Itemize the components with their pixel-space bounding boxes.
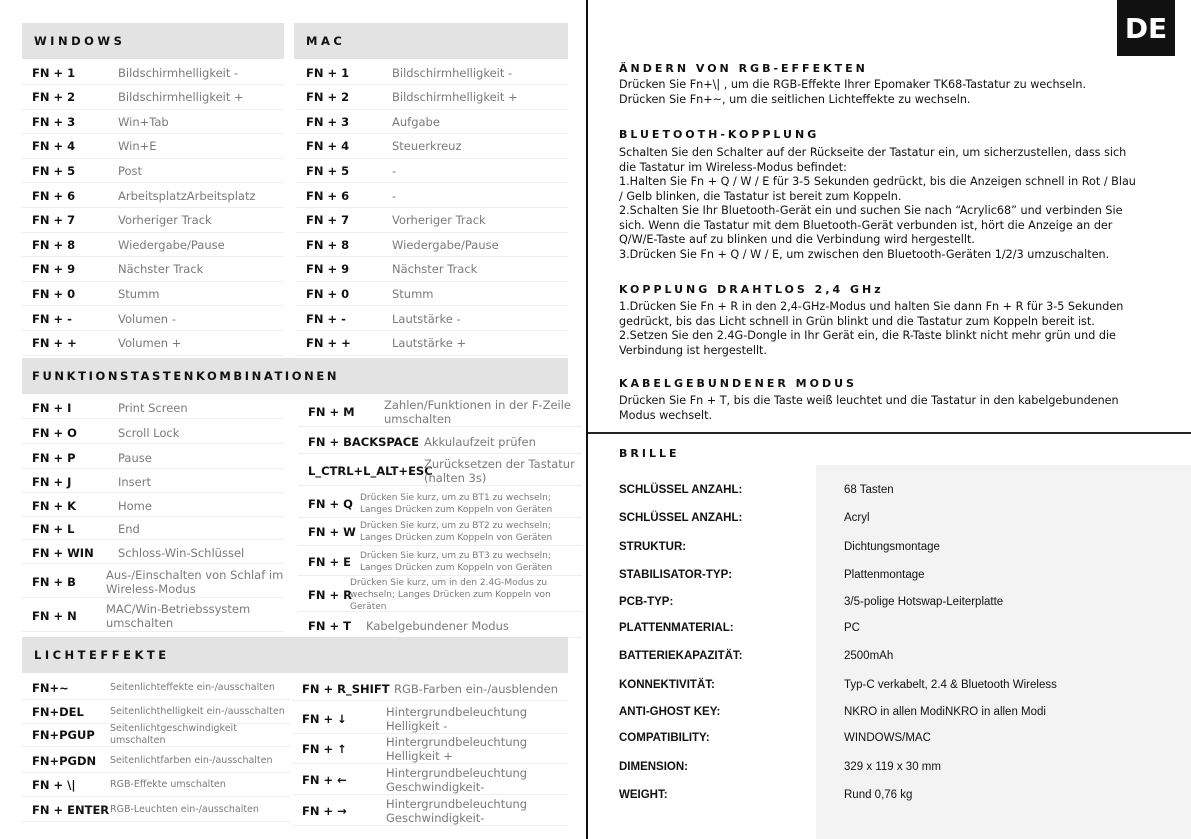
shortcut-description: Seitenlichthelligkeit ein-/ausschalten [110,705,285,717]
shortcut-key: FN + J [32,474,72,489]
spec-label: COMPATIBILITY: [619,732,710,744]
shortcut-description: Drücken Sie kurz, um in den 2.4G-Modus zu wechseln; Langes Drücken zum Koppeln von Geräten [350,577,551,612]
spec-row [619,755,1179,779]
shortcut-key: FN+~ [32,680,69,695]
shortcut-description: Seitenlichtfarben ein-/ausschalten [110,754,273,766]
mac-row [296,258,568,282]
windows-row [22,184,284,208]
shortcut-key: FN + → [302,803,347,818]
mac-row [296,209,568,233]
light-row [292,765,568,795]
shortcut-key: FN+PGDN [32,753,97,768]
mac-row [296,282,568,306]
licht-header: LICHTEFFEKTE [22,637,568,673]
shortcut-key: FN + \| [32,777,76,792]
shortcut-key: FN + E [308,554,351,569]
shortcut-key: FN + ← [302,772,347,787]
mac-row [296,61,568,85]
shortcut-description: Seitenlichteffekte ein-/ausschalten [110,681,275,693]
spec-row [619,616,1179,640]
wired-title: KABELGEBUNDENER MODUS [619,377,857,390]
shortcut-description: Scroll Lock [118,425,180,440]
spec-label: SCHLÜSSEL ANZAHL: [619,512,743,524]
shortcut-description: Pause [118,450,152,465]
spec-value: NKRO in allen ModiNKRO in allen Modi [844,706,1046,718]
shortcut-key: FN + B [32,574,76,589]
rgb-title: ÄNDERN VON RGB-EFFEKTEN [619,62,868,75]
shortcut-description: Vorheriger Track [392,213,486,228]
mac-row [296,86,568,110]
spec-row [619,506,1179,530]
shortcut-description: Kabelgebundener Modus [366,618,509,633]
shortcut-description: RGB-Effekte umschalten [110,778,226,790]
function-row [298,397,582,427]
shortcut-key: FN+DEL [32,704,84,719]
shortcut-description: Volumen + [118,336,182,351]
shortcut-description: Post [118,163,143,178]
mac-row [296,332,568,356]
shortcut-description: Print Screen [118,400,188,415]
shortcut-key: FN + 3 [306,114,350,129]
shortcut-key: FN + 6 [306,188,350,203]
function-row [298,490,582,518]
mac-row [296,184,568,208]
specs-title: BRILLE [619,447,680,460]
shortcut-key: FN + L [32,521,75,536]
shortcut-key: FN + 1 [306,65,350,80]
spec-row [619,726,1179,750]
mac-header: MAC [294,23,568,59]
shortcut-description: Bildschirmhelligkeit + [392,90,518,105]
shortcut-description: Hintergrundbeleuchtung Helligkeit - [386,704,528,733]
light-row [22,676,290,700]
shortcut-key: FN + W [308,524,356,539]
shortcut-key: FN + 4 [306,139,350,154]
windows-row [22,86,284,110]
spec-value: Typ-C verkabelt, 2.4 & Bluetooth Wireless [844,679,1057,691]
shortcut-key: FN + - [32,311,72,326]
shortcut-description: Schloss-Win-Schlüssel [118,545,245,560]
shortcut-key: FN + 5 [32,163,76,178]
shortcut-description: Win+E [118,139,157,154]
shortcut-description: Stumm [118,286,160,301]
spec-label: STABILISATOR-TYP: [619,569,733,581]
shortcut-key: FN + 6 [32,188,76,203]
wireless-text: 1.Drücken Sie Fn + R in den 2,4-GHz-Modus und halten Sie dann Fn + R für 3-5 Sekunden gedrückt, bis das Licht schnell in Grün blinkt und die Tastatur zum Koppeln bereit ist. 2.Setzen Sie den 2.4G-Dongle in Ihr Gerät ein, die R-Taste blinkt nicht mehr grün und die Verbindung ist hergestellt. [619,300,1124,357]
function-row [298,430,582,454]
function-row [22,447,284,469]
shortcut-key: FN + + [306,336,351,351]
shortcut-key: FN + N [32,608,77,623]
shortcut-description: Bildschirmhelligkeit + [118,90,244,105]
shortcut-description: ArbeitsplatzArbeitsplatz [118,188,256,203]
function-row [22,518,284,540]
bt-text: Schalten Sie den Schalter auf der Rückseite der Tastatur ein, um sicherzustellen, dass sich die Tastatur im Wireless-Modus befindet: 1.Halten Sie Fn + Q / W / E für 3-5 Sekunden gedrückt, bis die Anzeigen schnell in Rot / Blau / Gelb blinken, die Tastatur ist bereit zum Koppeln. 2.Schalten Sie Ihr Bluetooth-Gerät ein und suchen Sie nach “Acrylic68” und verbinden Sie sich. Wenn die Tastatur mit dem Bluetooth-Gerät verbunden ist, hört die Anzeige an der Q/W/E-Taste auf zu blinken und die Verbindung wird hergestellt. 3.Drücken Sie Fn + Q / W / E, um zwischen den Bluetooth-Geräten 1/2/3 umzuschalten. [619,146,1136,261]
shortcut-key: FN + WIN [32,545,94,560]
spec-value: WINDOWS/MAC [844,732,931,744]
light-row [22,700,290,724]
shortcut-key: FN+PGUP [32,727,95,742]
shortcut-description: Lautstärke - [392,311,461,326]
shortcut-key: FN + O [32,425,77,440]
spec-value: Plattenmontage [844,569,925,581]
mac-row [296,233,568,257]
shortcut-description: RGB-Farben ein-/ausblenden [394,681,559,696]
function-row [298,548,582,576]
spec-label: BATTERIEKAPAZITÄT: [619,650,743,662]
wired-text: Drücken Sie Fn + T, bis die Taste weiß leuchtet und die Tastatur in den kabelgebundenen Modus wechselt. [619,394,1119,422]
mac-row [296,135,568,159]
wireless-title: KOPPLUNG DRAHTLOS 2,4 GHz [619,283,884,296]
rgb-text: Drücken Sie Fn+\| , um die RGB-Effekte Ihrer Epomaker TK68-Tastatur zu wechseln. Drücken Sie Fn+~, um die seitlichen Lichteffekte zu wechseln. [619,78,1087,106]
funktion-header: FUNKTIONSTASTENKOMBINATIONEN [22,358,568,394]
function-row [22,471,284,493]
windows-row [22,159,284,183]
shortcut-key: FN + ↓ [302,711,347,726]
shortcut-key: FN + 4 [32,139,76,154]
language-badge: DE [1117,0,1175,56]
shortcut-description: Nächster Track [118,262,204,277]
shortcut-description: Vorheriger Track [118,213,212,228]
shortcut-key: FN + 7 [306,213,350,228]
shortcut-key: FN + 9 [32,262,76,277]
function-row [22,542,284,564]
function-row [22,397,284,419]
mac-row [296,307,568,331]
shortcut-key: FN + 9 [306,262,350,277]
shortcut-key: FN + M [308,404,355,419]
shortcut-key: FN + 3 [32,114,76,129]
mac-row [296,110,568,134]
shortcut-description: Seitenlichtgeschwindigkeit umschalten [110,722,237,746]
shortcut-description: Insert [118,474,151,489]
shortcut-description: Stumm [392,286,434,301]
page-divider [586,0,588,839]
light-row [22,749,290,773]
spec-row [619,644,1179,668]
spec-row [619,700,1179,724]
shortcut-key: FN + 2 [32,90,76,105]
spec-value: Rund 0,76 kg [844,789,913,801]
function-row [298,456,582,486]
shortcut-description: MAC/Win-Betriebssystem umschalten [106,601,251,630]
shortcut-key: FN + 7 [32,213,76,228]
shortcut-description: Drücken Sie kurz, um zu BT3 zu wechseln; Langes Drücken zum Koppeln von Geräten [360,550,553,573]
spec-label: PLATTENMATERIAL: [619,622,734,634]
light-row [292,796,568,826]
function-row [22,422,284,444]
windows-header: WINDOWS [22,23,284,59]
shortcut-description: Wiedergabe/Pause [392,237,499,252]
spec-row [619,535,1179,559]
shortcut-key: FN + I [32,400,72,415]
windows-row [22,61,284,85]
spec-value: 2500mAh [844,650,894,662]
bt-title: BLUETOOTH-KOPPLUNG [619,128,820,141]
shortcut-key: FN + R [308,587,352,602]
shortcut-description: Aus-/Einschalten von Schlaf im Wireless-Modus [106,567,284,596]
function-row [22,495,284,517]
shortcut-description: Akkulaufzeit prüfen [424,434,536,449]
spec-value: 329 x 119 x 30 mm [844,761,941,773]
section-divider [588,432,1191,434]
shortcut-key: FN + 8 [306,237,350,252]
shortcut-key: FN + K [32,498,77,513]
function-row [298,614,582,638]
light-row [22,798,290,822]
shortcut-key: L_CTRL+L_ALT+ESC [308,463,433,478]
shortcut-key: FN + R_SHIFT [302,681,390,696]
spec-row [619,783,1179,807]
spec-value: 3/5-polige Hotswap-Leiterplatte [844,596,1004,608]
shortcut-key: FN + 1 [32,65,76,80]
light-row [22,723,290,747]
shortcut-key: FN + 0 [306,286,350,301]
windows-row [22,135,284,159]
function-row [298,578,582,612]
shortcut-key: FN + Q [308,496,353,511]
shortcut-description: Drücken Sie kurz, um zu BT2 zu wechseln; Langes Drücken zum Koppeln von Geräten [360,520,553,543]
shortcut-description: Win+Tab [118,114,169,129]
windows-row [22,110,284,134]
shortcut-description: Steuerkreuz [392,139,462,154]
spec-label: KONNEKTIVITÄT: [619,679,715,691]
shortcut-key: FN + P [32,450,76,465]
windows-row [22,282,284,306]
windows-row [22,258,284,282]
shortcut-key: FN + 8 [32,237,76,252]
shortcut-description: Aufgabe [392,114,440,129]
function-row [22,566,284,598]
function-row [298,518,582,546]
shortcut-description: - [392,163,397,178]
windows-row [22,307,284,331]
shortcut-description: Drücken Sie kurz, um zu BT1 zu wechseln; Langes Drücken zum Koppeln von Geräten [360,492,553,515]
shortcut-description: - [392,188,397,203]
shortcut-key: FN + ENTER [32,802,110,817]
spec-value: 68 Tasten [844,484,894,496]
windows-row [22,332,284,356]
spec-row [619,563,1179,587]
spec-value: Acryl [844,512,870,524]
shortcut-description: Hintergrundbeleuchtung Geschwindigkeit- [386,765,528,794]
shortcut-key: FN + T [308,618,351,633]
spec-label: PCB-TYP: [619,596,674,608]
spec-label: DIMENSION: [619,761,688,773]
shortcut-description: Bildschirmhelligkeit - [118,65,239,80]
shortcut-description: Hintergrundbeleuchtung Helligkeit + [386,734,528,763]
shortcut-description: Lautstärke + [392,336,467,351]
light-row [22,773,290,797]
shortcut-key: FN + + [32,336,77,351]
shortcut-description: Bildschirmhelligkeit - [392,65,513,80]
shortcut-key: FN + BACKSPACE [308,434,419,449]
spec-label: WEIGHT: [619,789,668,801]
spec-row [619,590,1179,614]
light-row [292,677,568,701]
shortcut-description: Volumen - [118,311,176,326]
light-row [292,734,568,764]
spec-row [619,673,1179,697]
shortcut-description: Home [118,498,152,513]
shortcut-description: Wiedergabe/Pause [118,237,225,252]
shortcut-description: RGB-Leuchten ein-/ausschalten [110,803,259,815]
shortcut-key: FN + ↑ [302,741,347,756]
spec-row [619,478,1179,502]
shortcut-description: End [118,521,140,536]
light-row [292,704,568,734]
shortcut-description: Nächster Track [392,262,478,277]
shortcut-key: FN + 5 [306,163,350,178]
spec-label: STRUKTUR: [619,541,687,553]
windows-row [22,209,284,233]
shortcut-key: FN + - [306,311,346,326]
shortcut-key: FN + 2 [306,90,350,105]
shortcut-description: Zahlen/Funktionen in der F-Zeile umschalten [384,397,571,426]
spec-value: Dichtungsmontage [844,541,940,553]
spec-value: PC [844,622,860,634]
mac-row [296,159,568,183]
spec-label: SCHLÜSSEL ANZAHL: [619,484,743,496]
windows-row [22,233,284,257]
shortcut-description: Hintergrundbeleuchtung Geschwindigkeit- [386,796,528,825]
shortcut-description: Zurücksetzen der Tastatur (halten 3s) [424,456,575,485]
shortcut-key: FN + 0 [32,286,76,301]
spec-label: ANTI-GHOST KEY: [619,706,721,718]
function-row [22,600,284,632]
